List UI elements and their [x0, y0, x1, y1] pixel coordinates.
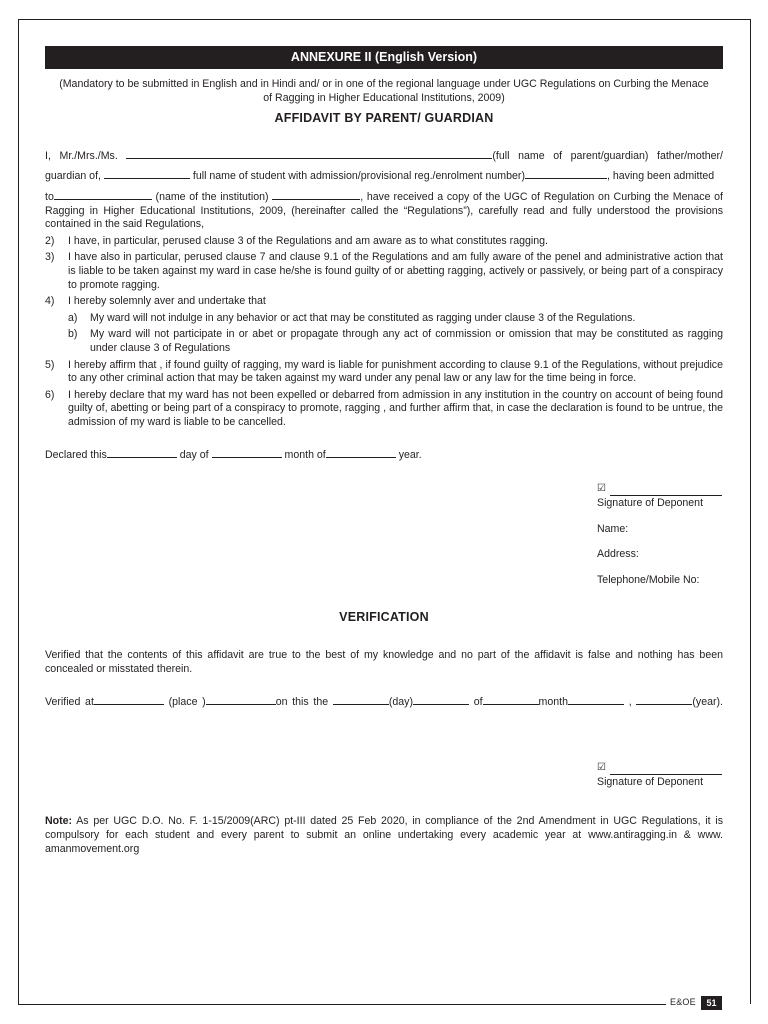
page-border-bottom: [18, 1004, 666, 1005]
student-name-blank[interactable]: [104, 168, 190, 179]
list-item: [45, 235, 723, 249]
sub-item: [45, 312, 723, 326]
parent-name-blank[interactable]: [126, 148, 492, 159]
year-blank[interactable]: [326, 447, 396, 458]
intro-text: , having been admitted: [606, 170, 715, 183]
item-text: I have also in particular, perused clause 7 and clause 9.1 of the Regulations and am fully aware of the penel and administrative action that is liable to be taken against my ward in case he/she is found guilty of or abetting ragging, actively or passively, or being part of a conspiracy to promote ragging.: [68, 251, 723, 291]
annexure-banner: ANNEXURE II (English Version): [45, 46, 723, 69]
intro-text: (name of the institution): [155, 190, 269, 203]
item-text: I hereby solemnly aver and undertake that: [68, 295, 266, 308]
list-item: [45, 359, 723, 386]
note-text: As per UGC D.O. No. F. 1-15/2009(ARC) pt-III dated 25 Feb 2020, in compliance of the 2nd Amendment in UGC Regulations, it is compulsory for each student and every parent to submit an online undertaking every academic year at www.antiragging.in & www. amanmovement.org: [45, 815, 723, 855]
page-number: 51: [701, 996, 722, 1010]
verified-text: Verified at: [45, 696, 94, 709]
verified-text: on this the: [275, 696, 333, 709]
item-number: 6): [45, 388, 55, 401]
day-blank[interactable]: [107, 447, 177, 458]
list-item: [45, 295, 723, 309]
list-item: [45, 389, 723, 430]
signature-blank[interactable]: [610, 765, 722, 775]
sub-item-letter: b): [68, 328, 78, 341]
signature-block: [597, 484, 723, 587]
affidavit-title: AFFIDAVIT BY PARENT/ GUARDIAN: [274, 111, 494, 126]
enrolment-blank[interactable]: [525, 168, 607, 179]
month-value-blank[interactable]: [568, 694, 624, 705]
page-border-left: [18, 19, 19, 1004]
item-text: I hereby declare that my ward has not been expelled or debarred from admission in any institution in the country on account of being found guilty of, abetting or being part of a conspiracy to promote, ragging , and further affirm that, in case the declaration is found to be untrue, the admission of my ward is liable to be cancelled.: [68, 388, 723, 428]
sub-item-letter: a): [68, 311, 78, 324]
sub-item-text: My ward will not indulge in any behavior or act that may be constituted as ragging under clause 3 of the Regulations.: [90, 311, 636, 324]
verification-title: VERIFICATION: [339, 610, 429, 625]
name-label: Name:: [597, 522, 629, 535]
footer-code: E&OE: [670, 997, 696, 1007]
declared-text: day of: [176, 449, 212, 462]
intro-line-1: [45, 148, 723, 164]
day-value-blank[interactable]: [413, 694, 469, 705]
month-blank[interactable]: [483, 694, 539, 705]
note-paragraph: [45, 815, 723, 856]
signature-label: Signature of Deponent: [597, 497, 704, 510]
verified-text: (place ): [163, 696, 206, 709]
verified-at-line: [45, 694, 723, 710]
place-name-blank[interactable]: [206, 694, 276, 705]
verified-text: (day): [388, 696, 413, 709]
institution-blank[interactable]: [54, 189, 152, 200]
note-label: Note:: [45, 815, 73, 828]
phone-label: Telephone/Mobile No:: [597, 573, 700, 586]
verification-signature-block: [597, 763, 723, 790]
item-text: I hereby affirm that , if found guilty of ragging, my ward is liable for punishment according to clause 9.1 of the Regulations, without prejudice to any other criminal action that may be taken against my ward under any penal law or any law for the time being in force.: [68, 358, 723, 385]
verified-text: month: [538, 696, 568, 709]
signature-label: Signature of Deponent: [597, 775, 704, 788]
verification-text: Verified that the contents of this affidavit are true to the best of my knowledge and no part of the affidavit is false and nothing has been concealed or misstated therein.: [45, 649, 723, 675]
verified-text: of: [468, 696, 483, 709]
page-border-top: [18, 19, 750, 20]
month-blank[interactable]: [212, 447, 282, 458]
list-item: [45, 251, 723, 292]
declared-line: [45, 447, 723, 463]
checkbox-icon: ☑: [597, 483, 606, 495]
signature-line[interactable]: [597, 484, 723, 496]
intro-text: to: [45, 190, 54, 203]
item-text: I have, in particular, perused clause 3 of the Regulations and am aware as to what constitutes ragging.: [68, 234, 548, 247]
item-number: 2): [45, 234, 55, 247]
declared-text: year.: [395, 449, 422, 462]
item-number: 3): [45, 251, 55, 264]
intro-text: , have received a copy of the UGC of Regulation on Curbing the Menace of Ragging in Higher Educational Institutions, 2009, (hereinafter called the “Regulations”), carefully read and fully understood the provisions contained in the said Regulations,: [45, 190, 723, 231]
subtitle: (Mandatory to be submitted in English and in Hindi and/ or in one of the regional language under UGC Regulations on Curbing the Menace of Ragging in Higher Educational Institutions, 2009): [59, 78, 709, 104]
item-number: 4): [45, 295, 55, 308]
item-number: 5): [45, 358, 55, 371]
day-blank[interactable]: [333, 694, 389, 705]
institution-name-blank[interactable]: [272, 189, 360, 200]
page-border-right: [750, 19, 751, 1004]
place-blank[interactable]: [94, 694, 164, 705]
signature-blank[interactable]: [610, 486, 722, 496]
signature-line[interactable]: [597, 763, 723, 775]
declared-text: Declared this: [45, 449, 107, 462]
intro-line-2: [45, 168, 723, 184]
verified-text: ,: [624, 696, 637, 709]
sub-item: [45, 328, 723, 355]
intro-text: full name of student with admission/provisional reg./enrolment number): [192, 170, 525, 183]
intro-line-3: [45, 189, 723, 232]
year-blank[interactable]: [636, 694, 692, 705]
address-label: Address:: [597, 548, 639, 561]
checkbox-icon: ☑: [597, 762, 606, 774]
intro-text: guardian of,: [45, 170, 101, 183]
declared-text: month of: [281, 449, 326, 462]
affidavit-content: [45, 46, 723, 856]
verified-text: (year).: [692, 696, 723, 709]
intro-text: (full name of parent/guardian) father/mother/: [492, 149, 723, 162]
sub-item-text: My ward will not participate in or abet or propagate through any act of commission or omission that may be constituted as ragging under clause 3 of Regulations: [90, 328, 723, 354]
intro-text: I, Mr./Mrs./Ms.: [45, 149, 118, 162]
